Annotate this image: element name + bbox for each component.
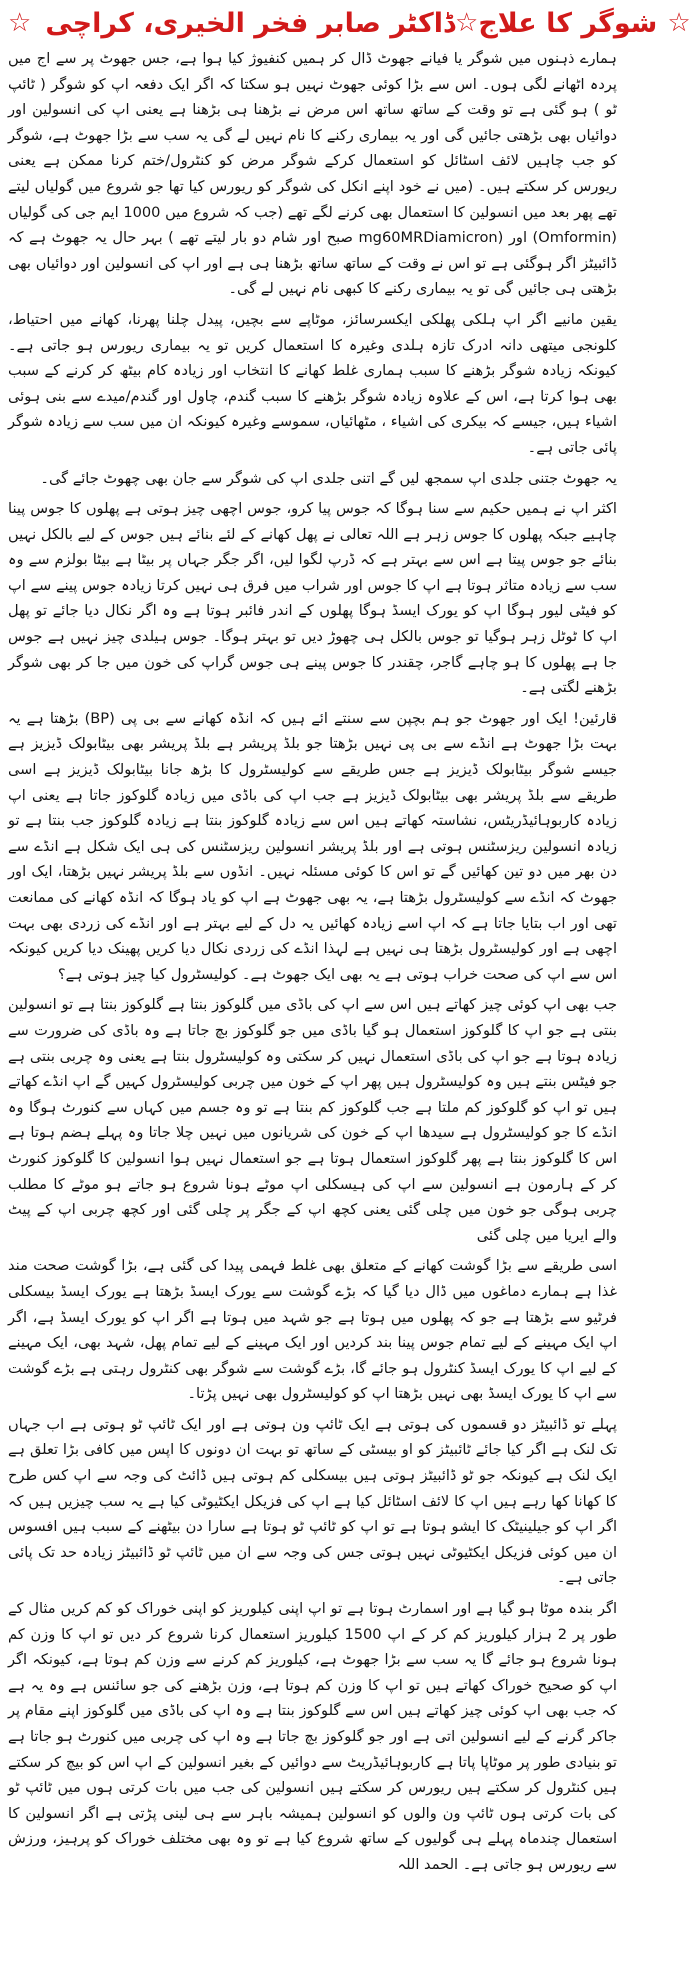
paragraph: یہ جھوٹ جتنی جلدی اپ سمجھ لیں گے اتنی جلدی اپ کی شوگر سے جان بھی چھوٹ جائے گی۔ <box>40 469 617 487</box>
paragraph: اکثر اپ نے ہمیں حکیم سے سنا ہوگا کہ جوس پیا کرو، جوس اچھی چیز ہوتی ہے پھلوں کا جوس پینا چاہیے جبکہ پھلوں کا جوس زہر ہے اللہ تعالی نے پھل کھانے کے لئے بنائے ہیں جوس کے لیے بالکل نہیں بنائے جو جوس پیتا ہے اس سے بہتر ہے کہ ڈرپ لگوا لیں، اگر جگر جہاں پر بیٹا ہے بیٹا بولزم سے وہ سب سے زیادہ متاثر ہوتا ہے اپ کا جوس اور شراب میں فرق ہی نہیں کرتا زیادہ جوس پینے سے اپ کو فیٹی لیور ہوگا اپ کو یورک ایسڈ ہوگا پھلوں کے اندر فائبر ہوتا ہے وہ اگر نکال دیا جائے تو پھل اپ کا ٹوٹل زہر ہوگیا تو جوس بالکل ہی چھوڑ دیں تو بہتر ہوگا۔ جوس ہیلدی چیز نہیں ہے جوس جا ہے پھلوں کا ہو چاہے گاجر، چقندر کا جوس پینے ہی جوس گراپ کی خون میں جا کر بھی شوگر بڑھنے لگتی ہے۔ <box>8 500 617 697</box>
star-icon: ☆ <box>455 8 479 38</box>
paragraph: جب بھی اپ کوئی چیز کھاتے ہیں اس سے اپ کی باڈی میں گلوکوز بنتا ہے گلوکوز بنتا ہے تو انسولین بنتی ہے جو اپ کا گلوکوز استعمال ہو گیا باڈی میں جو گلوکوز بچ جاتا ہے وہ باڈی کی ضرورت سے زیادہ ہوتا ہے جو اپ کی باڈی استعمال نہیں کر سکتی وہ کولیسٹرول بنتا ہے یعنی وہ چربی بنتی ہے جو فیٹس بنتے ہیں وہ کولیسٹرول ہیں پھر اپ کے خون میں چربی کولیسٹرول کہیں گے اپ انڈے کھاتے ہیں تو اپ کو گلوکوز کم ملتا ہے جب گلوکوز کم بنتا ہے تو وہ جسم میں کہاں سے کنورٹ ہوگا وہ انڈے کا جو کولیسٹرول ہے سیدھا اپ کے خون کی شریانوں میں نہیں چلا جاتا وہ پہلے ہضم ہوتا ہے اس کا گلوکوز بنتا ہے پھر گلوکوز استعمال ہوتا ہے جو استعمال نہیں ہوا انسولین کا گلوکوز کنورٹ کر کے ہارمون ہے انسولین سے اپ کی ہیسکلی اپ موٹے ہونا شروع ہو جاتے ہو موٹے کا مطلب چربی ہوگی جو خون میں چلی گئی یعنی کچھ اپ کے جگر پر چلی گئی اور کچھ چربی اپ کے پیٹ والے ایریا میں چلی گئی <box>8 996 617 1244</box>
article-title: شوگر کا علاج <box>478 7 658 39</box>
paragraph: پہلے تو ڈائبیٹز دو قسموں کی ہوتی ہے ایک ٹائپ ون ہوتی ہے اور ایک ٹائپ ٹو ہوتی ہے اب جہاں تک لنک ہے اگر کیا جائے ٹائبیٹز کو او بیسٹی کے ساتھ تو بہت ان دونوں کا اپس میں کافی بڑا تعلق ہے ایک لنک ہے کیونکہ جو ٹو ڈائبیٹز ہوتی ہیں بیسکلی کم ہوتی ہیں ڈائٹ کی وجہ سے اپ کس طرح کا کھانا کھا رہے ہیں اپ کا لائف اسٹائل کیا ہے اپ کی فزیکل ایکٹیوٹی کیا ہے یہ سب چیزیں ہیں کہ اگر اپ کو جیلینیٹک کا ایشو ہوتا ہے تو اپ کو ٹائپ ٹو ہوتا ہے سارا دن بیٹھنے کے سبب ہیں افسوس ان میں کوئی فزیکل ایکٹیوٹی نہیں ہوتی جس کی وجہ سے ان میں ٹائپ ٹو ڈائبیٹز زیادہ حد تک پائی جاتی ہے۔ <box>8 1415 617 1587</box>
article-header <box>8 0 691 46</box>
article-body <box>8 46 617 1878</box>
paragraph: اسی طریقے سے بڑا گوشت کھانے کے متعلق بھی غلط فہمی پیدا کی گئی ہے، بڑا گوشت صحت مند غذا ہے ہمارے دماغوں میں ڈال دیا گیا کہ بڑے گوشت سے یورک ایسڈ بڑھتا ہے یورک ایسڈ بیسکلی فرٹیو سے بڑھتا ہے جو کہ پھلوں میں ہوتا ہے جو شہد میں ہوتا ہے اگر اپ کو یورک ایسڈ ہے، اگر اپ ایک مہینے کے لیے تمام جوس پینا بند کردیں اور ایک مہینے کے لیے تمام پھل، شہد بھی، ایک مہینے کے لیے اپ کا یورک ایسڈ کنٹرول ہو جائے گا، بڑے گوشت سے شوگر بھی کنٹرول رہتی ہے بڑے گوشت سے اپ کا یورک ایسڈ بھی نہیں بڑھتا اپ کو کولیسٹرول بھی نہیں پڑتا۔ <box>8 1257 617 1403</box>
star-icon: ☆ <box>8 8 32 38</box>
paragraph: اگر بندہ موٹا ہو گیا ہے اور اسمارٹ ہوتا ہے تو اپ اپنی کیلوریز کو اپنی خوراک کو کم کریں مثال کے طور پر 2 ہزار کیلوریز کم کر کے اپ 1500 کیلوریز استعمال کرنا شروع کر دیں تو اپ کا وزن کم ہونا شروع ہو جائے گا یہ سب سے بڑا جھوٹ ہے، کیلوریز کم کرنے سے وزن کم ہوتا ہے، کیونکہ اگر اپ کو صحیح خوراک کھاتے ہیں تو اپ کا وزن کم ہوتا ہے، وزن بڑھنے کی جو سائنس ہے وہ یہ ہے کہ جب بھی اپ کوئی چیز کھاتے ہیں اس سے گلوکوز بنتا ہے وہ اپ کی باڈی میں گلوکوز اپنے مقام پر جاکر گرنے کے لیے انسولین اتی ہے اور جو گلوکوز بچ جاتا ہے وہ اپ کی چربی میں کنورٹ ہو جاتا ہے تو بنیادی طور پر موٹاپا پاتا ہے کاربوہائیڈریٹ سے دوائیں کے بغیر انسولین کے اپ اس کو بیچ کر سکتے ہیں کنٹرول کر سکتے ہیں ریورس کر سکتے ہیں انسولین کی جب میں بات کرتی ہوں میں ٹائپ ٹو کی بات کرتی ہوں ٹائپ ون والوں کو انسولین ہمیشہ باہر سے ہی لینی پڑتی ہے اگر انسولین کا استعمال چندماہ پہلے ہی گولیوں کے ساتھ شروع کیا ہے تو وہ بھی مختلف خوراک کو پرہیز، ورزش سے ریورس ہو جاتی ہے۔ الحمد اللہ <box>8 1600 618 1873</box>
paragraph: یقین مانیے اگر اپ ہلکی پھلکی ایکسرسائز، موٹاپے سے بچیں، پیدل چلنا پھرنا، کھانے میں احتیاط، کلونجی میتھی دانہ ادرک تازہ ہلدی وغیرہ کا استعمال کریں تو یہ بیماری ریورس ہو جاتی ہے۔ کیونکہ زیادہ شوگر بڑھنے کا سبب ہماری غلط کھانے کا انتخاب اور زیادہ کام بیٹھ کر کرنے کے سبب بھی ہوا کرتا ہے، اس کے علاوہ زیادہ شوگر بڑھنے کا سبب گندم، چاول اور گندم/میدے سے بنی ہوئی اشیاء ہیں، جیسے کہ بیکری کی اشیاء ، مٹھائیاں، سموسے وغیرہ کیونکہ ان میں سب سے زیادہ شوگر پائی جاتی ہے۔ <box>8 310 617 456</box>
paragraph: قارئین! ایک اور جھوٹ جو ہم بچپن سے سنتے ائے ہیں کہ انڈہ کھانے سے بی پی (BP) بڑھتا ہے یہ بہت بڑا جھوٹ ہے انڈے سے بی پی نہیں بڑھتا جو بلڈ پریشر ہے بلڈ پریشر بھی بیٹابولک ڈیزیز ہے جیسے شوگر بیٹابولک ڈیزیز ہے جس طریقے سے کولیسٹرول کا بڑھ جانا بیٹابولک ڈیزیز ہے اسی طریقے سے بلڈ پریشر بھی بیٹابولک ڈیزیز ہے جب اپ کی باڈی میں زیادہ گلوکوز جاتا ہے یعنی اپ زیادہ کاربوہائیڈریٹس، نشاستہ کھاتے ہیں اس سے زیادہ گلوکوز بنتا ہے زیادہ گلوکوز جب بنتا ہے تو زیادہ انسولین ریزسٹنس ہوتی ہے اور بلڈ پریشر انسولین ریزسٹنس کی ہی ایک شکل ہے انڈے سے دن بھر میں دو تین کھائیں گے تو اس کا کوئی مسئلہ نہیں۔ انڈوں سے بلڈ پریشر نہیں بڑھتا، ایک اور جھوٹ کہ انڈے سے کولیسٹرول بڑھتا ہے، یہ بھی جھوٹ ہے اپ کو یاد ہوگا کہ انڈہ کھانے کی ممانعت تھی اور اب بتایا جاتا ہے کہ اپ اسے زیادہ کھائیں یہ دل کے لیے بہتر ہے اور انڈے کی زردی بھی بہت اچھی ہے اور کولیسٹرول بڑھتا ہی نہیں ہے لہذا انڈے کی زردی نکال دیا کریں پھینک دیا کریں کیونکہ اس سے اپ کی صحت خراب ہوتی ہے یہ بھی ایک جھوٹ ہے۔ کولیسٹرول کیا چیز ہوتی ہے؟ <box>8 709 617 983</box>
author-name: ڈاکٹر صابر فخر الخیری، کراچی <box>45 7 456 39</box>
star-icon: ☆ <box>667 8 691 38</box>
paragraph: ہمارے ذہنوں میں شوگر یا فیانے جھوٹ ڈال کر ہمیں کنفیوژ کیا ہوا ہے، جس جھوٹ پر سے اج میں پردہ اٹھانے لگی ہوں۔ اس سے بڑا کوئی جھوٹ نہیں ہو سکتا کہ اگر ایک دفعہ اپ کو شوگر ( ٹائپ ٹو ) ہو گئی ہے تو وقت کے ساتھ ساتھ اس مرض نے بڑھنا ہی بڑھنا ہے یعنی اپ کی انسولین اور دوائیاں بھی بڑھتی جائیں گی اور یہ بیماری رکنے کا نام نہیں لے گی یہ سب سے بڑا جھوٹ ہے، شوگر کو جب چاہیں لائف اسٹائل کو استعمال کرکے شوگر مرض کو کنٹرول/ختم کرنا ممکن ہے یعنی ریورس کر سکتے ہیں۔ (میں نے خود اپنے انکل کی شوگر کو ریورس کیا تھا جو شروع میں گولیاں لیتے تھے پھر بعد میں انسولین کا استعمال بھی کرنے لگے تھے (جب کہ شروع میں 1000 ایم جی کی گولیاں (Omformin) اور (mg60MRDiamicron صبح اور شام دو بار لیتے تھے ) بہر حال یہ جھوٹ ہے کہ ڈائبیٹز اگر ہوگئی ہے تو اس نے وقت کے ساتھ ساتھ بڑھنا ہی ہے اور اپ کی انسولین اور دوائیاں بھی بڑھتی ہی جائیں گی تو یہ بیماری رکنے کا کبھی نام نہیں لے گی۔ <box>8 50 617 298</box>
